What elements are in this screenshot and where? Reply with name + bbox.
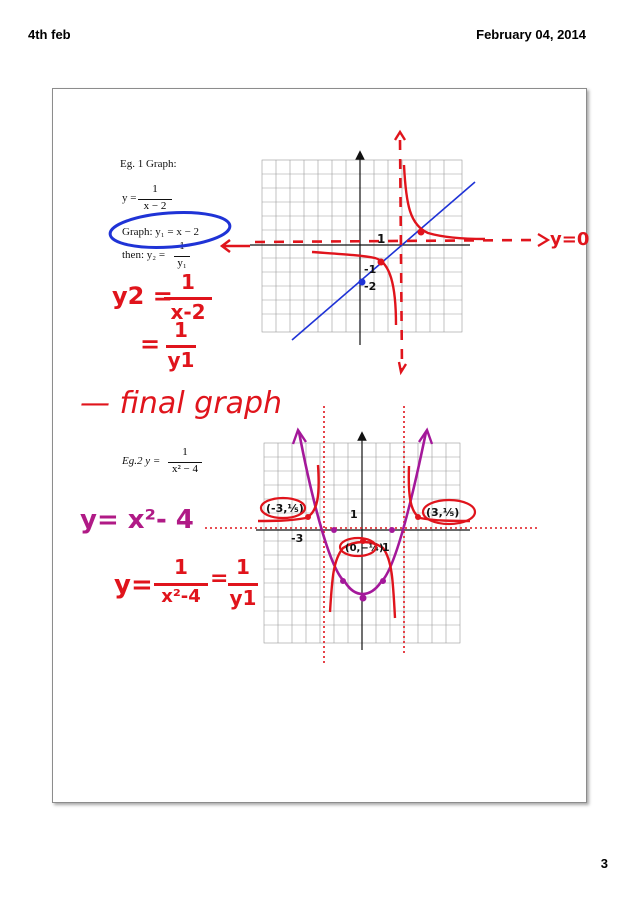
ink-equals-2: =	[140, 330, 161, 358]
graph2-label-one: 1	[350, 508, 358, 521]
ink-final-graph: — final graph	[80, 386, 283, 421]
graph2-root-left	[331, 527, 337, 533]
eg1-graph-label: Graph: y₁ = x − 2	[122, 226, 200, 238]
page-number: 3	[600, 856, 608, 871]
graph1-asymptote-arrow-up	[395, 132, 405, 140]
graph2-point-left	[340, 578, 346, 584]
eg1-denominator: x − 2	[138, 199, 172, 212]
graph2-root-right	[389, 527, 395, 533]
eg2-denominator: x² − 4	[168, 462, 202, 475]
ink-yf-numerator-2: 1	[236, 555, 250, 579]
ink-y2-denominator: x-2	[164, 297, 212, 324]
eg2-numerator: 1	[182, 446, 188, 458]
graph1-grid	[262, 160, 462, 332]
header-date: February 04, 2014	[476, 27, 586, 42]
eg1-numerator: 1	[152, 183, 158, 195]
red-arrow-left	[222, 240, 250, 252]
y0-arrow	[538, 234, 548, 246]
graph1-label-one: 1	[377, 232, 386, 246]
header-title: 4th feb	[28, 27, 71, 42]
graph1-red-point-left	[378, 259, 385, 266]
graph1-label-neg1: -1	[364, 263, 377, 276]
ink-yf-denominator-1: x²-4	[154, 583, 208, 607]
graph2-label-left-point: (-3,⅕)	[266, 502, 304, 515]
graph1-y-equals-zero: y=0	[550, 229, 590, 250]
graph2-label-mid-one: 1	[382, 541, 390, 554]
graph2-red-point-right	[415, 514, 421, 520]
graph1-red-point-right	[418, 229, 425, 236]
ink-y-equals-x2-minus-4: y= x²- 4	[80, 505, 194, 535]
eg1-title: Eg. 1 Graph:	[120, 158, 177, 170]
ink-y2-numerator: 1	[181, 270, 195, 294]
ink-yf-equals: =	[210, 566, 229, 591]
eg1-then-numerator: 1	[179, 240, 185, 252]
graph1-asymptote-arrow-down	[399, 362, 406, 372]
graph2-red-point-left	[305, 514, 311, 520]
graph2-label-mid-point: (0,−¼)	[345, 543, 384, 554]
ink-y-frac-start: y=	[114, 570, 153, 600]
ink-yf-denominator-2: y1	[228, 583, 258, 610]
graph2-vertex-point	[360, 595, 367, 602]
graph2-point-right	[380, 578, 386, 584]
graph2-label-right-point: (3,⅕)	[426, 506, 460, 519]
graph1-horizontal-asymptote	[255, 240, 535, 242]
ink-eq2-denominator: y1	[166, 345, 196, 372]
graph1-axes	[250, 155, 470, 345]
eg1-then-label: then: y₂ =	[122, 249, 166, 261]
eg1-y-label: y =	[122, 192, 137, 204]
ink-yf-numerator-1: 1	[174, 555, 188, 579]
graph2-label-neg3: -3	[291, 532, 304, 545]
eg2-title: Eg.2 y =	[122, 455, 161, 467]
eg1-graph-circle	[109, 209, 231, 251]
graph1-label-neg2: -2	[364, 280, 377, 293]
ink-y2-equals: y2 =	[112, 282, 173, 310]
ink-eq2-numerator: 1	[174, 318, 188, 342]
eg1-then-denominator: y₁	[174, 256, 190, 269]
